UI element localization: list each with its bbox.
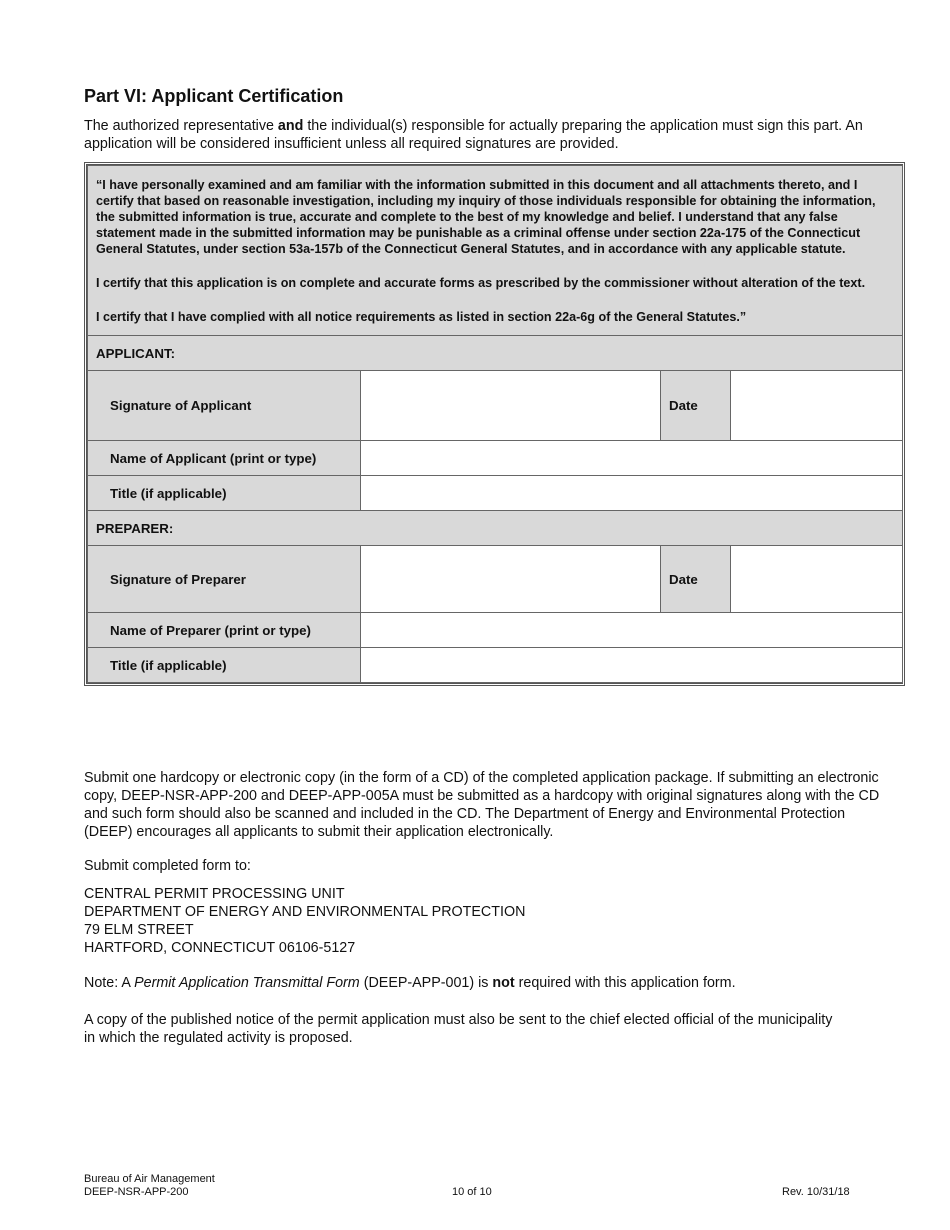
- applicant-signature-field[interactable]: [361, 371, 661, 441]
- certification-paragraph: I certify that I have complied with all notice requirements as listed in section 22a-6g of the General Statutes.”: [96, 310, 747, 324]
- certification-statement: [88, 166, 903, 336]
- copy-notice: A copy of the published notice of the permit application must also be sent to the chief elected official of the municipality in which the regulated activity is proposed.: [84, 1012, 833, 1046]
- certification-table: [84, 162, 905, 686]
- mailing-address: [84, 885, 884, 957]
- applicant-name-label: Name of Applicant (print or type): [88, 441, 361, 476]
- footer-left: [84, 1173, 215, 1199]
- address-line: DEPARTMENT OF ENERGY AND ENVIRONMENTAL PROTECTION: [84, 904, 526, 920]
- certification-paragraph: I certify that this application is on complete and accurate forms as prescribed by the commissioner without alteration of the text.: [96, 276, 866, 290]
- applicant-date-field[interactable]: [731, 371, 903, 441]
- preparer-date-label: Date: [661, 546, 731, 613]
- transmittal-note: Note: A Permit Application Transmittal Form (DEEP-APP-001) is not required with this application form.: [84, 975, 736, 991]
- preparer-title-field[interactable]: [361, 648, 903, 683]
- footer-bureau: Bureau of Air Management: [84, 1173, 215, 1185]
- preparer-name-label: Name of Preparer (print or type): [88, 613, 361, 648]
- page-title: Part VI: Applicant Certification: [84, 86, 344, 106]
- footer-revision: Rev. 10/31/18: [782, 1186, 850, 1198]
- address-line: CENTRAL PERMIT PROCESSING UNIT: [84, 886, 345, 902]
- applicant-name-field[interactable]: [361, 441, 903, 476]
- preparer-name-field[interactable]: [361, 613, 903, 648]
- certification-paragraph: “I have personally examined and am familiar with the information submitted in this document and all attachments thereto, and I certify that based on reasonable investigation, including my inquiry of those individuals responsible for obtaining the information, the submitted information is true, accurate and complete to the best of my knowledge and belief. I understand that any false statement made in the submitted information may be punishable as a criminal offense under section 22a-175 of the Connecticut General Statutes, under section 53a-157b of the Connecticut General Statutes, and in accordance with any applicable statute.: [96, 178, 876, 256]
- preparer-section-header: PREPARER:: [88, 511, 903, 546]
- address-line: 79 ELM STREET: [84, 922, 194, 938]
- applicant-title-field[interactable]: [361, 476, 903, 511]
- applicant-section-header: APPLICANT:: [88, 336, 903, 371]
- applicant-date-label: Date: [661, 371, 731, 441]
- applicant-title-label: Title (if applicable): [88, 476, 361, 511]
- footer-page-number: 10 of 10: [452, 1186, 492, 1198]
- address-line: HARTFORD, CONNECTICUT 06106-5127: [84, 940, 356, 956]
- intro-text: The authorized representative and the individual(s) responsible for actually preparing the application must sign this part. An application will be considered insufficient unless all required signatures are provided.: [84, 118, 863, 152]
- applicant-signature-label: Signature of Applicant: [88, 371, 361, 441]
- submission-instructions: Submit one hardcopy or electronic copy (in the form of a CD) of the completed application package. If submitting an electronic copy, DEEP-NSR-APP-200 and DEEP-APP-005A must be submitted as a hardcopy with original signatures along with the CD and such form should also be scanned and included in the CD. The Department of Energy and Environmental Protection (DEEP) encourages all applicants to submit their application electronically.: [84, 770, 880, 840]
- preparer-signature-label: Signature of Preparer: [88, 546, 361, 613]
- preparer-signature-field[interactable]: [361, 546, 661, 613]
- footer-form-id: DEEP-NSR-APP-200: [84, 1186, 189, 1198]
- preparer-title-label: Title (if applicable): [88, 648, 361, 683]
- preparer-date-field[interactable]: [731, 546, 903, 613]
- submit-to-label: Submit completed form to:: [84, 858, 251, 874]
